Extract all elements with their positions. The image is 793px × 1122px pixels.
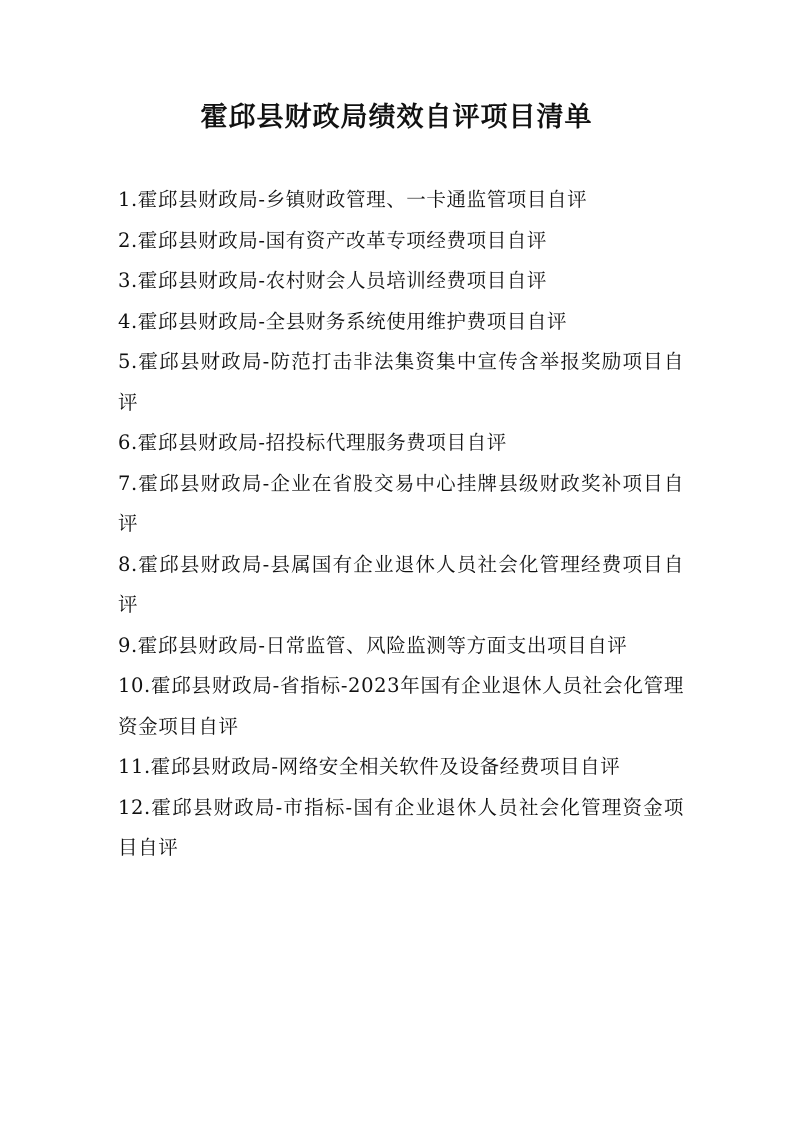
- list-item: 12.霍邱县财政局-市指标-国有企业退休人员社会化管理资金项目自评: [118, 795, 684, 859]
- list-item: 6.霍邱县财政局-招投标代理服务费项目自评: [118, 431, 507, 454]
- list-item: 1.霍邱县财政局-乡镇财政管理、一卡通监管项目自评: [118, 188, 588, 211]
- list-item: 3.霍邱县财政局-农村财会人员培训经费项目自评: [118, 269, 547, 292]
- list-item: 9.霍邱县财政局-日常监管、风险监测等方面支出项目自评: [118, 633, 628, 657]
- list-item: 5.霍邱县财政局-防范打击非法集资集中宣传含举报奖励项目自评: [118, 350, 684, 414]
- list-item: 10.霍邱县财政局-省指标-2023年国有企业退休人员社会化管理资金项目自评: [118, 674, 684, 738]
- list-item: 7.霍邱县财政局-企业在省股交易中心挂牌县级财政奖补项目自评: [118, 471, 684, 535]
- list-item: 2.霍邱县财政局-国有资产改革专项经费项目自评: [118, 228, 547, 252]
- project-list: [118, 180, 684, 869]
- page-title: 霍邱县财政局绩效自评项目清单: [200, 102, 593, 133]
- list-item: 11.霍邱县财政局-网络安全相关软件及设备经费项目自评: [118, 755, 621, 778]
- list-item: 8.霍邱县财政局-县属国有企业退休人员社会化管理经费项目自评: [118, 552, 684, 616]
- list-item: 4.霍邱县财政局-全县财务系统使用维护费项目自评: [118, 309, 568, 333]
